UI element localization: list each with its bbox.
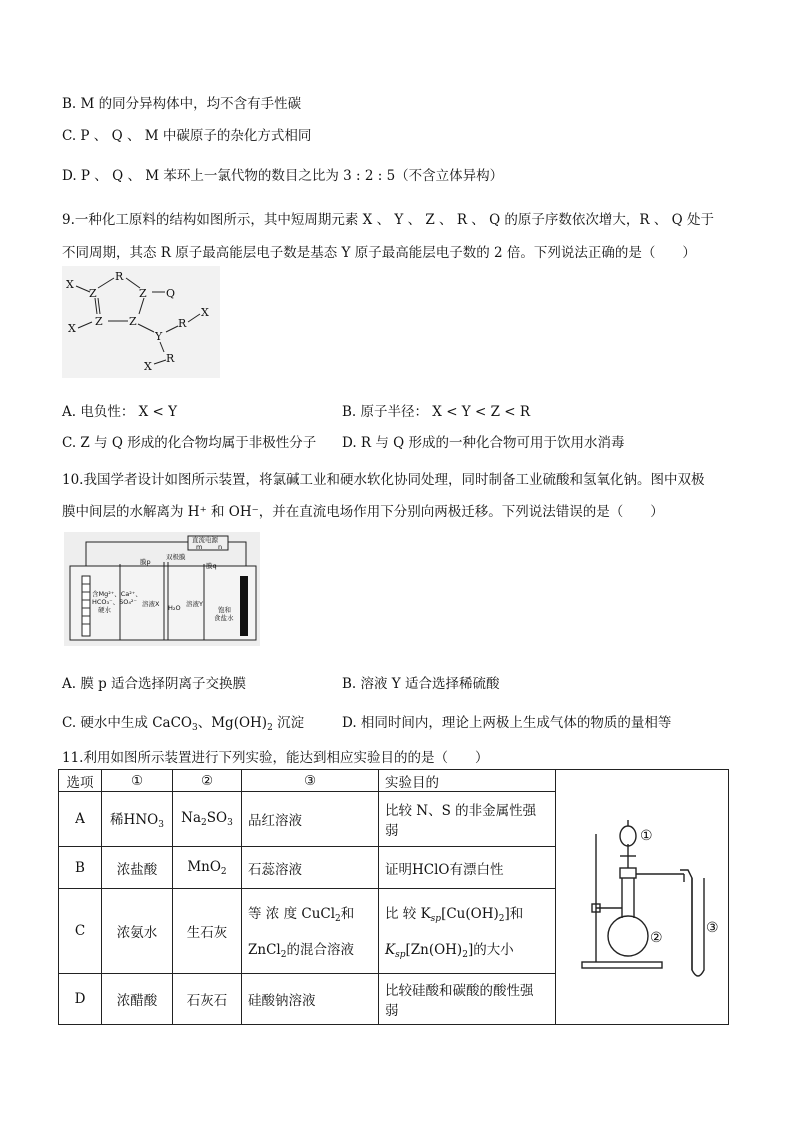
q10-option-c: C. 硬水中生成 CaCO$_3$、$Mg(OH)_2$ 沉淀 xyxy=(62,715,305,733)
q9-stem-line1: 9.一种化工原料的结构如图所示，其中短周期元素 X 、 Y 、 Z 、 R 、 Q 的原子序数依次增大，R 、 Q 处于 xyxy=(62,212,715,228)
q10-water: H₂O xyxy=(168,604,181,612)
q9-option-c: C. Z 与 Q 形成的化合物均属于非极性分子 xyxy=(62,435,317,451)
apparatus-label-1: ① xyxy=(640,828,653,844)
table-header-row xyxy=(59,770,729,792)
q10-bipolar-membrane: 双极膜 xyxy=(166,553,186,561)
q10-hard-water-1: 含Mg²⁺、Ca²⁺、 xyxy=(92,590,142,598)
row-b-reagent-1: 浓盐酸 xyxy=(102,846,173,889)
row-b-reagent-3: 石蕊溶液 xyxy=(242,846,379,889)
q10-power-label: 直流电源 xyxy=(192,536,218,544)
q8-option-d: D. P 、 Q 、 M 苯环上一氯代物的数目之比为 3 : 2 : 5（不含立体异构） xyxy=(62,168,504,184)
q9-atom-r3: R xyxy=(166,352,175,365)
q8-option-b: B. M 的同分异构体中，均不含有手性碳 xyxy=(62,96,302,112)
row-d-purpose: 比较硅酸和碳酸的酸性强 弱 xyxy=(379,974,556,1025)
q9-structure-figure xyxy=(62,266,220,378)
row-a-reagent-3: 品红溶液 xyxy=(242,792,379,847)
apparatus-label-3: ③ xyxy=(706,920,719,936)
row-d-reagent-3: 硅酸钠溶液 xyxy=(242,974,379,1025)
row-a-reagent-2: $Na_2SO_3$ xyxy=(173,792,242,847)
q10-stem-line1: 10.我国学者设计如图所示装置，将氯碱工业和硬水软化协同处理，同时制备工业硫酸和氢氧化钠。图中双极 xyxy=(62,472,705,488)
q9-atom-x3: X xyxy=(201,306,209,319)
q10-membrane-p: 膜p xyxy=(140,558,151,566)
q9-atom-x2: X xyxy=(68,322,76,335)
q9-atom-x1: X xyxy=(66,278,74,291)
q9-option-d: D. R 与 Q 形成的一种化合物可用于饮用水消毒 xyxy=(342,435,625,451)
q9-atom-q: Q xyxy=(166,287,176,300)
header-reagent-3: ③ xyxy=(242,770,379,792)
row-b-reagent-2: MnO$_2$ xyxy=(173,846,242,889)
row-d-option: D xyxy=(59,974,102,1025)
q9-atom-z4: Z xyxy=(129,315,137,328)
q10-option-b: B. 溶液 Y 适合选择稀硫酸 xyxy=(342,676,500,692)
q9-atom-y: Y xyxy=(155,330,163,343)
q11-stem: 11.利用如图所示装置进行下列实验，能达到相应实验目的的是（ ） xyxy=(62,750,489,766)
q9-atom-x4: X xyxy=(144,360,152,373)
row-d-reagent-1: 浓醋酸 xyxy=(102,974,173,1025)
row-c-purpose: 比 较 $K_{sp}[Cu(OH)_2]$和 $K_{sp}[Zn(OH)_2]$的大小 xyxy=(379,889,556,974)
header-reagent-1: ① xyxy=(102,770,173,792)
q9-atom-z1: Z xyxy=(89,287,97,300)
q10-hard-water-2: HCO₃⁻、SO₄²⁻ xyxy=(92,598,137,606)
row-c-reagent-1: 浓氨水 xyxy=(102,889,173,974)
q10-terminal-n: n xyxy=(218,543,223,551)
q10-terminal-m: m xyxy=(196,543,203,551)
header-purpose: 实验目的 xyxy=(379,770,556,792)
row-c-option: C xyxy=(59,889,102,974)
row-c-reagent-2: 生石灰 xyxy=(173,889,242,974)
row-b-purpose: 证明HClO有漂白性 xyxy=(379,846,556,889)
q9-option-a: A. 电负性： X < Y xyxy=(62,404,178,420)
q9-atom-r-top: R xyxy=(115,270,124,283)
q10-brine-2: 食盐水 xyxy=(214,614,234,622)
q10-membrane-q: 膜q xyxy=(206,562,217,570)
row-a-purpose: 比较 N、S 的非金属性强 弱 xyxy=(379,792,556,847)
q9-option-b: B. 原子半径： X < Y < Z < R xyxy=(342,404,531,420)
q11-experiment-table xyxy=(58,769,729,1025)
header-option: 选项 xyxy=(59,770,102,792)
apparatus-cell xyxy=(556,770,729,1025)
q10-brine-1: 饱和 xyxy=(218,606,231,614)
q8-option-c: C. P 、 Q 、 M 中碳原子的杂化方式相同 xyxy=(62,128,312,144)
apparatus-label-2: ② xyxy=(650,930,663,946)
header-reagent-2: ② xyxy=(173,770,242,792)
row-a-option: A xyxy=(59,792,102,847)
q9-atom-r2: R xyxy=(178,317,187,330)
row-c-reagent-3: 等 浓 度 CuCl$_2$和 ZnCl$_2$的混合溶液 xyxy=(242,889,379,974)
q10-device-figure xyxy=(64,532,260,646)
q10-solution-x: 溶液X xyxy=(142,600,160,608)
q10-option-a: A. 膜 p 适合选择阴离子交换膜 xyxy=(62,676,247,692)
apparatus-figure xyxy=(556,770,728,1020)
row-d-reagent-2: 石灰石 xyxy=(173,974,242,1025)
row-a-reagent-1: 稀$HNO_3$ xyxy=(102,792,173,847)
q10-option-d: D. 相同时间内，理论上两极上生成气体的物质的量相等 xyxy=(342,715,672,731)
q9-stem-line2: 不同周期，其态 R 原子最高能层电子数是基态 Y 原子最高能层电子数的 2 倍。下列说法正确的是（ ） xyxy=(62,245,696,261)
row-b-option: B xyxy=(59,846,102,889)
q9-atom-z2: Z xyxy=(139,287,147,300)
q10-stem-line2: 膜中间层的水解离为 H⁺ 和 OH⁻，并在直流电场作用下分别向两极迁移。下列说法错误的是（ ） xyxy=(62,504,664,520)
q10-solution-y: 溶液Y xyxy=(186,600,203,608)
q10-hard-water-3: 硬水 xyxy=(98,606,111,614)
q9-atom-z3: Z xyxy=(95,315,103,328)
